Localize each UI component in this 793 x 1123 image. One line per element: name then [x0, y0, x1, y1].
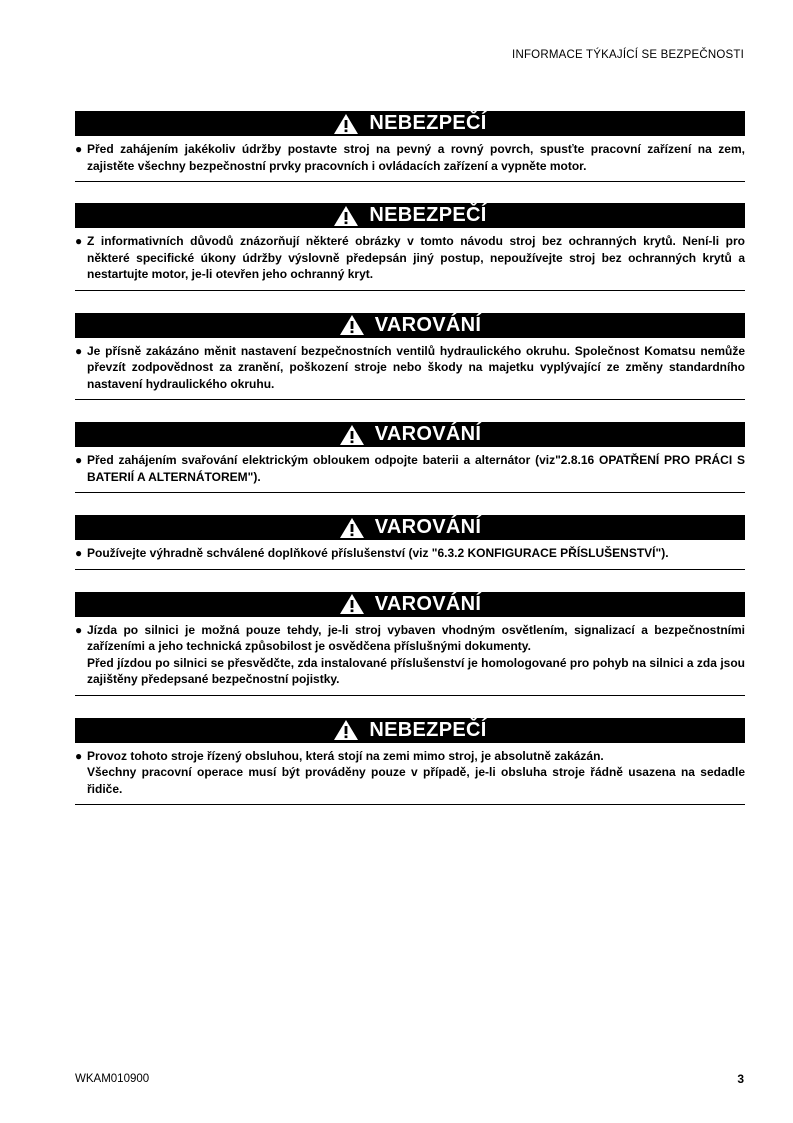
notice-title-bar: [75, 422, 745, 447]
bullet-icon: ●: [75, 546, 83, 560]
notice-warning-2: [75, 422, 745, 493]
document-code: WKAM010900: [75, 1073, 150, 1085]
notice-warning-4: [75, 592, 745, 696]
notice-text: Provoz tohoto stroje řízený obsluhou, která stojí na zemi mimo stroj, je absolutně zakázán.: [87, 748, 604, 763]
notice-title-bar: [75, 203, 745, 228]
notice-title-bar: [75, 718, 745, 743]
safety-notices: [75, 111, 745, 805]
warning-triangle-icon: [339, 517, 365, 539]
notice-title: NEBEZPEČÍ: [369, 112, 487, 134]
notice-title: VAROVÁNÍ: [374, 313, 482, 336]
warning-triangle-icon: [333, 205, 359, 227]
notice-text: Je přísně zakázáno měnit nastavení bezpečnostních ventilů hydraulického okruhu. Společnost Komatsu nemůže převzít zodpovědnost za zranění, poškození stroje nebo škody na majetku vyplývající ze změny standardního nastavení hydraulického okruhu.: [87, 343, 745, 391]
bullet-icon: ●: [75, 142, 83, 156]
bullet-icon: ●: [75, 234, 83, 248]
bullet-icon: ●: [75, 622, 83, 637]
notice-danger-3: [75, 718, 745, 806]
notice-item: [75, 622, 745, 688]
notice-text: Používejte výhradně schválené doplňkové příslušenství (viz "6.3.2 KONFIGURACE PŘÍSLUŠENSTVÍ").: [87, 546, 669, 560]
notice-item: [75, 343, 745, 393]
notice-title: NEBEZPEČÍ: [369, 718, 487, 741]
notice-warning-1: [75, 313, 745, 401]
running-header: INFORMACE TÝKAJÍCÍ SE BEZPEČNOSTI: [512, 49, 744, 61]
notice-text: Před zahájením jakékoliv údržby postavte stroj na pevný a rovný povrch, spusťte pracovní zařízení na zem, zajistěte všechny bezpečnostní prvky pracovních i ovládacích zařízení a vypněte motor.: [87, 142, 745, 173]
notice-item: [75, 545, 745, 562]
notice-title-bar: [75, 111, 745, 136]
notice-text: Jízda po silnici je možná pouze tehdy, je-li stroj vybaven vhodným osvětlením, signalizací a bezpečnostními zařízeními a jeho technická způsobilost je osvědčena příslušnými dokumenty.: [87, 622, 745, 653]
notice-item: [75, 141, 745, 174]
notice-danger-1: [75, 111, 745, 182]
notice-text: Před zahájením svařování elektrickým obloukem odpojte baterii a alternátor (viz"2.8.16 OPATŘENÍ PRO PRÁCI S BATERIÍ A ALTERNÁTOREM").: [87, 453, 745, 484]
warning-triangle-icon: [339, 424, 365, 446]
notice-title: NEBEZPEČÍ: [369, 204, 487, 226]
notice-item: [75, 748, 745, 798]
bullet-icon: ●: [75, 343, 83, 358]
notice-title-bar: [75, 313, 745, 338]
notice-title: VAROVÁNÍ: [374, 423, 482, 445]
notice-text: Všechny pracovní operace musí být prováděny pouze v případě, je-li obsluha stroje řádně usazena na sedadle řidiče.: [87, 765, 745, 796]
notice-text: Před jízdou po silnici se přesvědčte, zda instalované příslušenství je homologované pro pohyb na silnici a zda jsou zajištěny předepsané bezpečnostní pojistky.: [87, 655, 745, 686]
notice-item: [75, 233, 745, 283]
warning-triangle-icon: [333, 113, 359, 135]
notice-title: VAROVÁNÍ: [374, 516, 482, 538]
bullet-icon: ●: [75, 453, 83, 467]
notice-text: Z informativních důvodů znázorňují některé obrázky v tomto návodu stroj bez ochranných krytů. Není-li pro některé specifické úkony údržby výslovně předepsán jiný postup, nepoužívejte stroj bez ochranných krytů a nestartujte motor, je-li otevřen jeho ochranný kryt.: [87, 234, 745, 281]
warning-triangle-icon: [339, 593, 365, 615]
warning-triangle-icon: [339, 314, 365, 336]
notice-danger-2: [75, 203, 745, 291]
notice-title: VAROVÁNÍ: [374, 592, 482, 615]
notice-title-bar: [75, 515, 745, 540]
notice-title-bar: [75, 592, 745, 617]
notice-item: [75, 452, 745, 485]
page-number: 3: [737, 1072, 744, 1086]
bullet-icon: ●: [75, 748, 83, 763]
warning-triangle-icon: [333, 719, 359, 741]
notice-warning-3: [75, 515, 745, 570]
